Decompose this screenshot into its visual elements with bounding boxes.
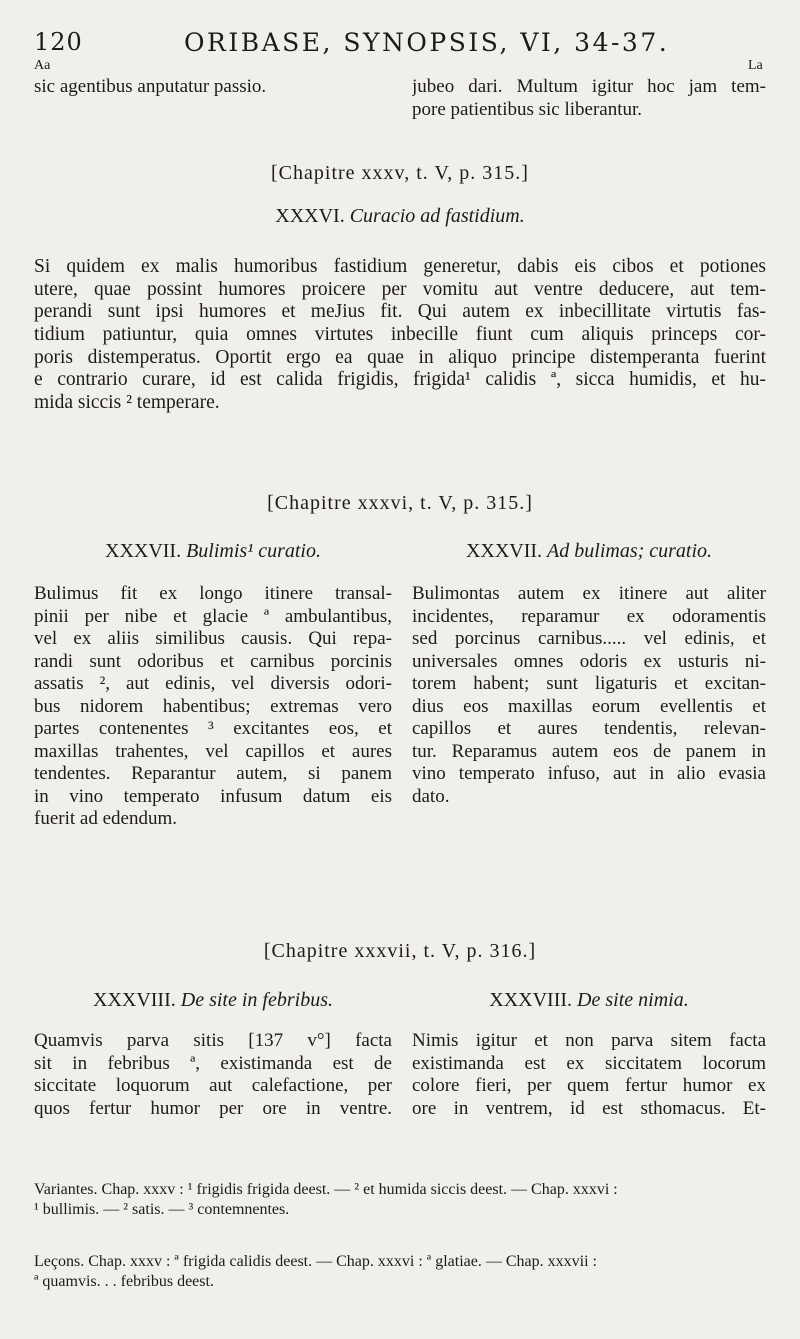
section-number: XXXVII.	[105, 540, 182, 562]
variants-note	[34, 1180, 766, 1220]
text-line: e contrario curare, id est calida frigidis, frigida¹ calidis ª, sicca humidis, et hu-	[34, 369, 766, 391]
text-line: incidentes, reparamur ex odoramentis	[412, 605, 766, 627]
text-line: Si quidem ex malis humoribus fastidium generetur, dabis eis cibos et potiones	[34, 256, 766, 277]
note-line: Variantes. Chap. xxxv : ¹ frigidis frigida deest. — ² et humida siccis deest. — Chap. xxxvi :	[34, 1181, 618, 1198]
section-title-left	[34, 540, 392, 563]
left-column-text	[34, 1030, 392, 1120]
section-number: XXXVII.	[465, 540, 543, 562]
siglum-right: La	[748, 58, 763, 73]
text-line: perandi sunt ipsi humores et meJius fit. Qui autem ex inbecillitate virtutis fas-	[34, 301, 766, 323]
section-heading: Bulimis¹ curatio.	[186, 540, 321, 562]
chapter-reference: [Chapitre xxxv, t. V, p. 315.]	[271, 162, 529, 184]
section-paragraph	[34, 256, 766, 415]
text-line: siccitate loquorum aut calefactione, per	[34, 1075, 392, 1096]
text-line: tendentes. Reparantur autem, si panem	[34, 763, 392, 784]
text-line: vino temperato infuso, aut in alio evasia	[412, 763, 766, 784]
text-line: sic agentibus anputatur passio.	[34, 76, 267, 97]
left-continuation	[34, 76, 392, 99]
text-line: fuerit ad edendum.	[34, 808, 177, 829]
section-heading: De site nimia.	[577, 989, 689, 1011]
note-line: ¹ bullimis. — ² satis. — ³ contemnentes.	[34, 1201, 290, 1218]
text-line: Quamvis parva sitis [137 v°] facta	[34, 1030, 392, 1051]
text-line: tur. Reparamus autem eos de panem in	[412, 740, 766, 762]
chapter-reference: [Chapitre xxxvi, t. V, p. 315.]	[267, 492, 533, 514]
text-line: dius eos maxillas eorum evellentis et	[412, 695, 766, 717]
page-header	[34, 28, 766, 62]
text-line: pinii per nibe et glacie ª ambulantibus,	[34, 605, 392, 627]
section-heading: Ad bulimas; curatio.	[547, 540, 713, 562]
section-number: XXXVIII.	[489, 989, 573, 1011]
text-line: poris distemperatus. Oportit ergo ea quae in aliquo principe distemperanta fuerint	[34, 346, 766, 368]
text-line: Nimis igitur et non parva sitem facta	[412, 1030, 766, 1051]
text-line: vel ex aliis similibus causis. Qui repa-	[34, 628, 392, 649]
section-heading: Curacio ad fastidium.	[349, 205, 525, 227]
text-line: Bulimus fit ex longo itinere transal-	[34, 583, 392, 604]
text-line: pore patientibus sic liberantur.	[412, 98, 643, 120]
note-line: ª quamvis. . . febribus deest.	[34, 1273, 214, 1290]
section-title-right	[412, 989, 766, 1012]
right-column-text	[412, 583, 766, 808]
text-line: dato.	[412, 785, 450, 807]
text-line: tidium patiuntur, quia omnes virtutes inbecille fiunt cum aliquis princeps cor-	[34, 324, 766, 346]
text-line: sed porcinus carnibus..... vel edinis, et	[412, 628, 766, 649]
right-column-text	[412, 1030, 766, 1120]
readings-note	[34, 1252, 766, 1292]
section-title-left	[34, 989, 392, 1012]
page-number: 120	[34, 28, 83, 56]
section-title	[34, 205, 766, 228]
text-line: bus nidorem habentibus; extremas vero	[34, 695, 392, 717]
text-line: capillos et aures tendentis, relevan-	[412, 718, 766, 739]
text-line: randi sunt odoribus et carnibus porcinis	[34, 650, 392, 672]
section-number: XXXVI.	[275, 205, 345, 227]
text-line: assatis ², aut edinis, vel diversis odori-	[34, 673, 392, 694]
text-line: sit in febribus ª, existimanda est de	[34, 1052, 392, 1074]
text-line: colore fieri, per quem fertur humor ex	[412, 1075, 766, 1096]
section-number: XXXVIII.	[93, 989, 176, 1011]
note-line: Leçons. Chap. xxxv : ª frigida calidis deest. — Chap. xxxvi : ª glatiae. — Chap. xxxvii :	[34, 1253, 597, 1270]
section-heading: De site in febribus.	[180, 989, 333, 1011]
siglum-left: Aa	[34, 58, 51, 73]
text-line: universales omnes odoris ex usturis ni-	[412, 650, 766, 672]
text-line: utere, quae possint humores proicere per vomitu aut ventre deducere, aut tem-	[34, 278, 766, 300]
text-line: partes contenentes ³ excitantes eos, et	[34, 718, 392, 739]
text-line: quos fertur humor per ore in ventre.	[34, 1097, 392, 1119]
text-line: existimanda est ex siccitatem locorum	[412, 1052, 766, 1074]
chapter-reference: [Chapitre xxxvii, t. V, p. 316.]	[263, 940, 537, 962]
right-continuation	[412, 76, 766, 121]
text-line: torem habent; sunt ligaturis et excitan-	[412, 673, 766, 694]
left-column-text	[34, 583, 392, 831]
running-head: ORIBASE, SYNOPSIS, VI, 34-37.	[184, 28, 670, 57]
text-line: in vino temperato infusum datum eis	[34, 785, 392, 807]
text-line: Bulimontas autem ex itinere aut aliter	[412, 583, 766, 604]
text-line: maxillas trahentes, vel capillos et aures	[34, 740, 392, 762]
text-line: jubeo dari. Multum igitur hoc jam tem-	[412, 76, 766, 97]
text-line: mida siccis ² temperare.	[34, 392, 220, 414]
text-line: ore in ventrem, id est sthomacus. Et-	[412, 1097, 766, 1119]
section-title-right	[412, 540, 766, 563]
